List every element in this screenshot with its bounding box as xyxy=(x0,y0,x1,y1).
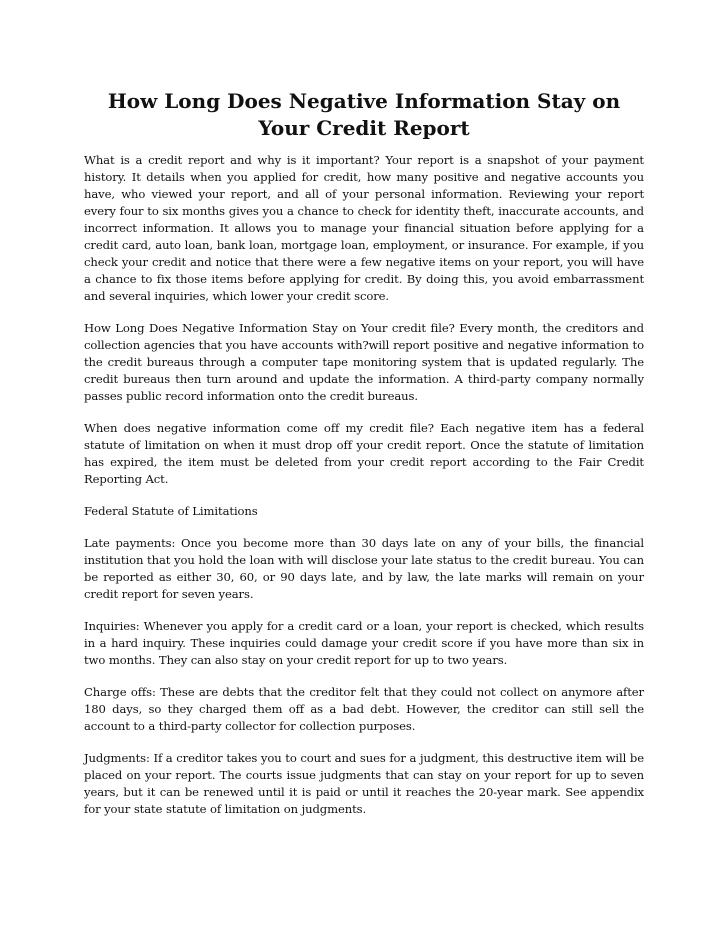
paragraph-late-payments: Late payments: Once you become more than 30 days late on any of your bills, the financial institution that you hold the loan with will disclose your late status to the credit bureau. You can be reported as either 30, 60, or 90 days late, and by law, the late marks will remain on your credit report for seven years. xyxy=(84,536,644,601)
paragraph-how-long-negative-info: How Long Does Negative Information Stay on Your credit file? Every month, the creditors and collection agencies that you have accounts with?will report positive and negative information to the credit bureaus through a computer tape monitoring system that is updated regularly. The credit bureaus then turn around and update the information. A third-party company normally passes public record information onto the credit bureaus. xyxy=(84,321,644,403)
section-heading-federal-statute: Federal Statute of Limitations xyxy=(84,504,258,518)
document-title: How Long Does Negative Information Stay on Your Credit Report xyxy=(107,89,621,140)
paragraph-when-negative-info-removed: When does negative information come off my credit file? Each negative item has a federal statute of limitation on when it must drop off your credit report. Once the statute of limitation has expired, the item must be deleted from your credit report according to the Fair Credit Reporting Act. xyxy=(84,421,644,486)
document-page xyxy=(84,88,644,833)
paragraph-judgments: Judgments: If a creditor takes you to court and sues for a judgment, this destructive item will be placed on your report. The courts issue judgments that can stay on your report for up to seven years, but it can be renewed until it is paid or until it reaches the 20-year mark. See appendix for your state statute of limitation on judgments. xyxy=(84,751,644,816)
paragraph-inquiries: Inquiries: Whenever you apply for a credit card or a loan, your report is checked, which results in a hard inquiry. These inquiries could damage your credit score if you have more than six in two months. They can also stay on your credit report for up to two years. xyxy=(84,619,644,667)
paragraph-credit-report-intro: What is a credit report and why is it important? Your report is a snapshot of your payment history. It details when you applied for credit, how many positive and negative accounts you have, who viewed your report, and all of your personal information. Reviewing your report every four to six months gives you a chance to check for identity theft, inaccurate accounts, and incorrect information. It allows you to manage your financial situation before applying for a credit card, auto loan, bank loan, mortgage loan, employment, or insurance. For example, if you check your credit and notice that there were a few negative items on your report, you will have a chance to fix those items before applying for credit. By doing this, you avoid embarrassment and several inquiries, which lower your credit score. xyxy=(84,153,644,303)
paragraph-charge-offs: Charge offs: These are debts that the creditor felt that they could not collect on anymore after 180 days, so they charged them off as a bad debt. However, the creditor can still sell the account to a third-party collector for collection purposes. xyxy=(84,685,644,733)
